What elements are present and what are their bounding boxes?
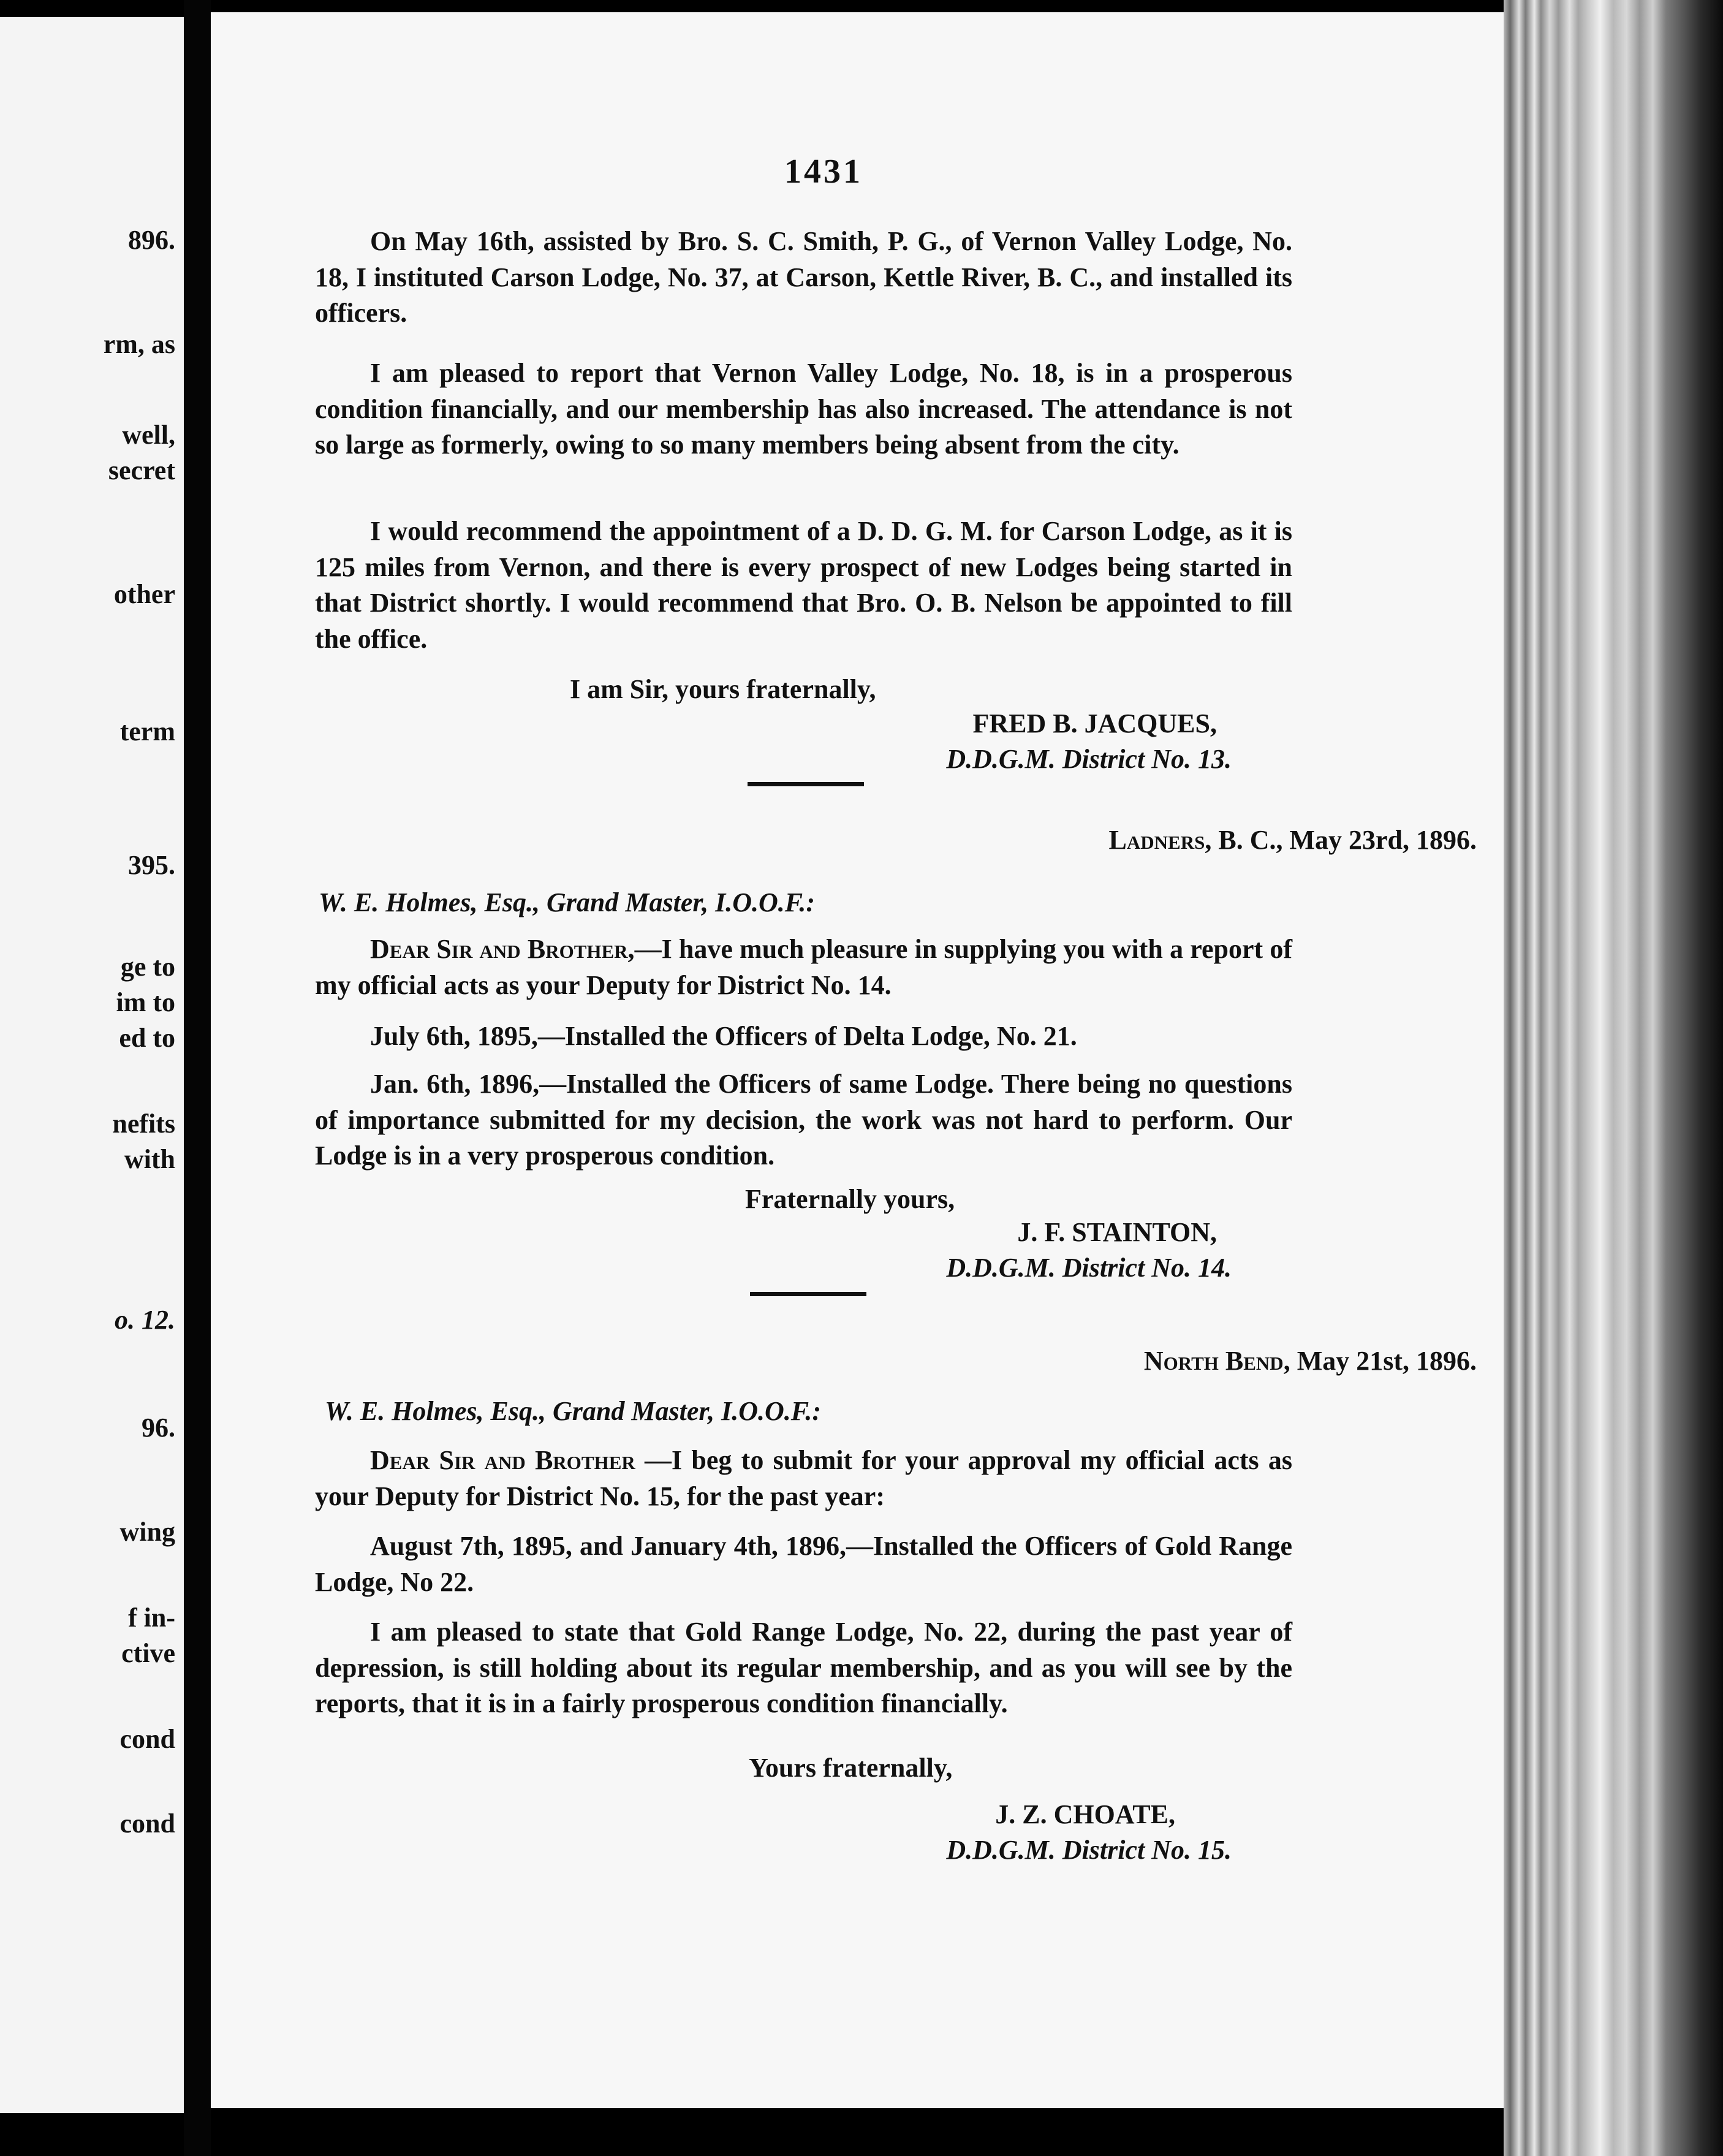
signer-title: D.D.G.M. District No. 14.	[946, 1253, 1232, 1283]
left-fragment: im to	[116, 987, 175, 1017]
paragraph: I am pleased to report that Vernon Valley Lodge, No. 18, is in a prosperous condition financially, and our membership has also increased. The attendance is not so large as formerly, owing to so many members being absent from the city.	[315, 358, 1292, 460]
page-number: 1431	[784, 153, 863, 191]
paragraph: Jan. 6th, 1896,—Installed the Officers of same Lodge. There being no questions of importance submitted for my decision, the work was not hard to perform. Our Lodge is in a very prosperous condition.	[315, 1069, 1292, 1171]
dateline-place: North Bend	[1143, 1346, 1284, 1376]
left-fragment: 896.	[128, 225, 175, 255]
addressee: W. E. Holmes, Esq., Grand Master, I.O.O.F.:	[325, 1396, 822, 1426]
left-fragment: ed to	[119, 1023, 175, 1053]
dateline	[640, 822, 1477, 858]
paragraph: I am pleased to state that Gold Range Lodge, No. 22, during the past year of depression, is still holding about its regular membership, and as you will see by the reports, that it is in a fairly prosperous condition financially.	[315, 1617, 1292, 1718]
left-fragment: wing	[119, 1517, 175, 1547]
salutation: Dear Sir and Brother	[370, 1445, 635, 1475]
left-fragment: with	[124, 1144, 175, 1174]
dateline	[640, 1343, 1477, 1379]
section-divider	[750, 1292, 866, 1296]
closing: Fraternally yours,	[745, 1184, 955, 1214]
book-page	[211, 12, 1504, 2108]
paragraph-text: —I beg to submit for your approval my official acts as your Deputy for District No. 15, for the past year:	[315, 1445, 1293, 1511]
paragraph	[315, 1443, 1292, 1514]
closing: Yours fraternally,	[749, 1753, 953, 1783]
left-fragment: 96.	[142, 1413, 175, 1443]
paragraph: August 7th, 1895, and January 4th, 1896,—Installed the Officers of Gold Range Lodge, No 22.	[315, 1531, 1292, 1597]
signer-title: D.D.G.M. District No. 15.	[946, 1835, 1232, 1865]
left-fragment: ge to	[120, 952, 175, 982]
left-fragment: f in-	[128, 1603, 175, 1633]
closing: I am Sir, yours fraternally,	[570, 674, 876, 704]
salutation: Dear Sir and Brother,	[370, 934, 635, 964]
section-divider	[748, 782, 864, 786]
left-fragment: o. 12.	[115, 1305, 175, 1335]
signature: FRED B. JACQUES,	[972, 708, 1217, 738]
book-gutter	[184, 0, 211, 2156]
left-fragment: rm, as	[103, 329, 175, 359]
addressee: W. E. Holmes, Esq., Grand Master, I.O.O.F.:	[319, 887, 816, 917]
paragraph	[315, 932, 1292, 1003]
signature: J. F. STAINTON,	[1017, 1217, 1217, 1247]
dateline-place: Ladners	[1108, 825, 1205, 855]
paragraph: On May 16th, assisted by Bro. S. C. Smith, P. G., of Vernon Valley Lodge, No. 18, I instituted Carson Lodge, No. 37, at Carson, Kettle River, B. C., and installed its officers.	[315, 226, 1292, 328]
left-fragment: 395.	[128, 850, 175, 880]
left-fragment: cond	[119, 1809, 175, 1839]
left-fragment: nefits	[112, 1109, 175, 1139]
paragraph: I would recommend the appointment of a D. D. G. M. for Carson Lodge, as it is 125 miles from Vernon, and there is every prospect of new Lodges being started in that District shortly. I would recommend that Bro. O. B. Nelson be appointed to fill the office.	[315, 516, 1292, 654]
left-fragment: term	[119, 716, 175, 746]
paragraph-text: —I have much pleasure in supplying you with a report of my official acts as your Deputy for District No. 14.	[315, 934, 1293, 1000]
paragraph: July 6th, 1895,—Installed the Officers of Delta Lodge, No. 21.	[370, 1021, 1077, 1051]
left-fragment: well,	[122, 420, 175, 450]
dateline-date: , May 21st, 1896.	[1283, 1346, 1477, 1376]
signature: J. Z. CHOATE,	[995, 1799, 1175, 1829]
page-edges	[1504, 0, 1723, 2156]
left-facing-page	[0, 17, 186, 2113]
dateline-date: , B. C., May 23rd, 1896.	[1205, 825, 1477, 855]
left-fragment: ctive	[121, 1638, 175, 1668]
left-fragment: cond	[119, 1724, 175, 1754]
signer-title: D.D.G.M. District No. 13.	[946, 744, 1232, 774]
left-fragment: other	[113, 579, 175, 609]
left-fragment: secret	[108, 455, 175, 485]
